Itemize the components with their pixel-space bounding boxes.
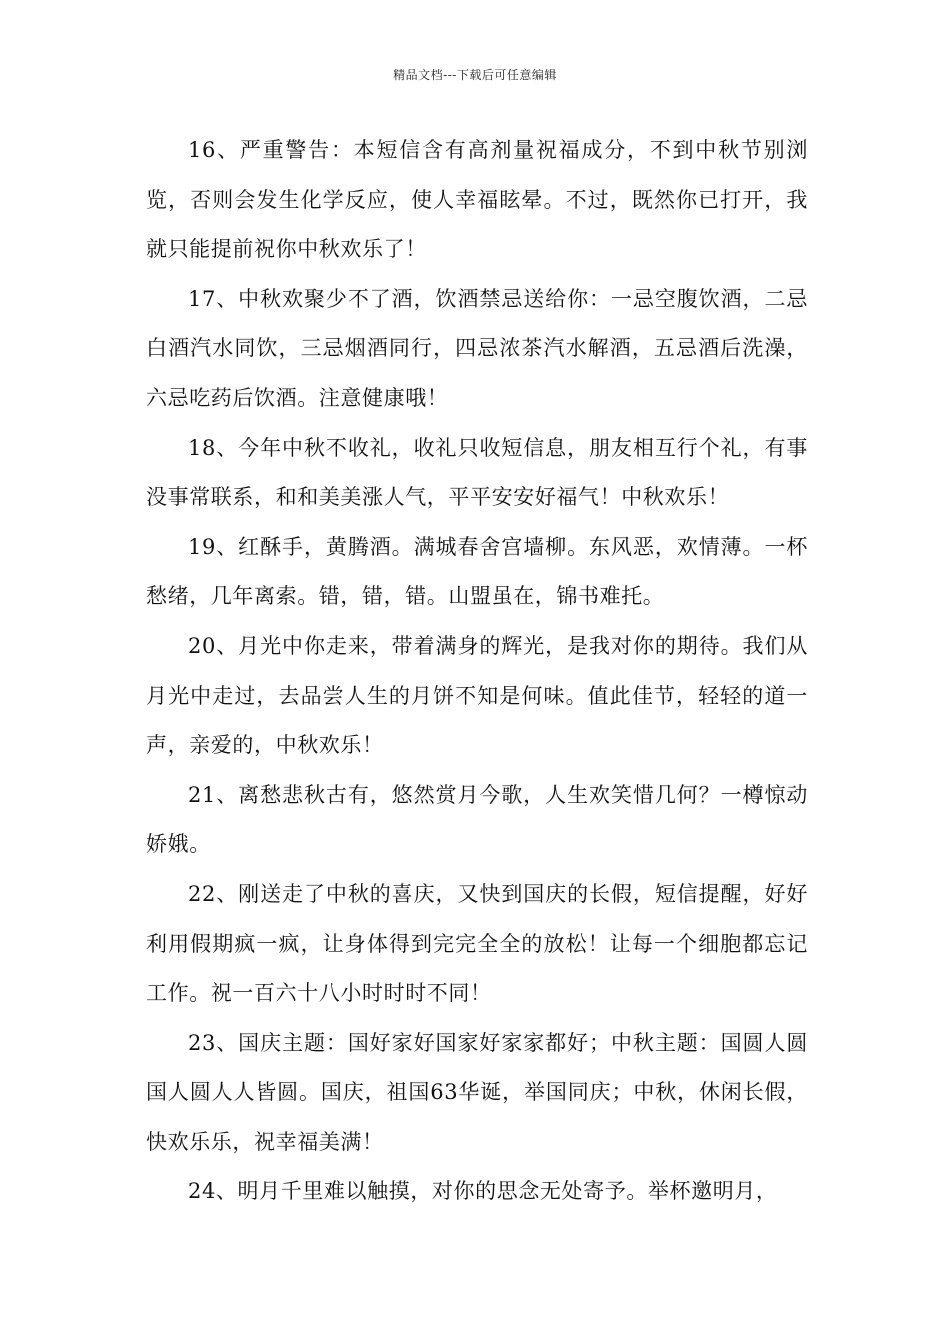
paragraph-19: 19、红酥手，黄腾酒。满城春舍宫墙柳。东风恶，欢情薄。一杯愁绪，几年离索。错，错，错。山盟虽在，锦书难托。 <box>146 534 808 609</box>
paragraph-24: 24、明月千里难以触摸，对你的思念无处寄予。举杯邀明月， <box>188 1179 778 1204</box>
paragraph-17: 17、中秋欢聚少不了酒，饮酒禁忌送给你：一忌空腹饮酒，二忌白酒汽水同饮，三忌烟酒同行，四忌浓茶汽水解酒，五忌酒后洗澡，六忌吃药后饮酒。注意健康哦！ <box>146 286 808 410</box>
paragraph-18: 18、今年中秋不收礼，收礼只收短信息，朋友相互行个礼，有事没事常联系，和和美美涨人气，平平安安好福气！中秋欢乐！ <box>146 435 808 510</box>
paragraph-20: 20、月光中你走来，带着满身的辉光，是我对你的期待。我们从月光中走过，去品尝人生的月饼不知是何味。值此佳节，轻轻的道一声，亲爱的，中秋欢乐！ <box>146 633 808 758</box>
paragraph-16: 16、严重警告：本短信含有高剂量祝福成分，不到中秋节别浏览，否则会发生化学反应，使人幸福眩晕。不过，既然你已打开，我就只能提前祝你中秋欢乐了！ <box>146 138 808 262</box>
paragraph-22: 22、刚送走了中秋的喜庆，又快到国庆的长假，短信提醒，好好利用假期疯一疯，让身体得到完完全全的放松！让每一个细胞都忘记工作。祝一百六十八小时时时不同！ <box>146 881 808 1006</box>
page-header: 精品文档---下载后可任意编辑 <box>393 68 557 82</box>
paragraph-21: 21、离愁悲秋古有，悠然赏月今歌，人生欢笑惜几何？一樽惊动娇娥。 <box>146 782 808 857</box>
paragraph-23: 23、国庆主题：国好家好国家好家家都好；中秋主题：国圆人圆国人圆人人皆圆。国庆，祖国63华诞，举国同庆；中秋，休闲长假，快欢乐乐，祝幸福美满！ <box>146 1030 808 1154</box>
document-body <box>146 126 808 1217</box>
